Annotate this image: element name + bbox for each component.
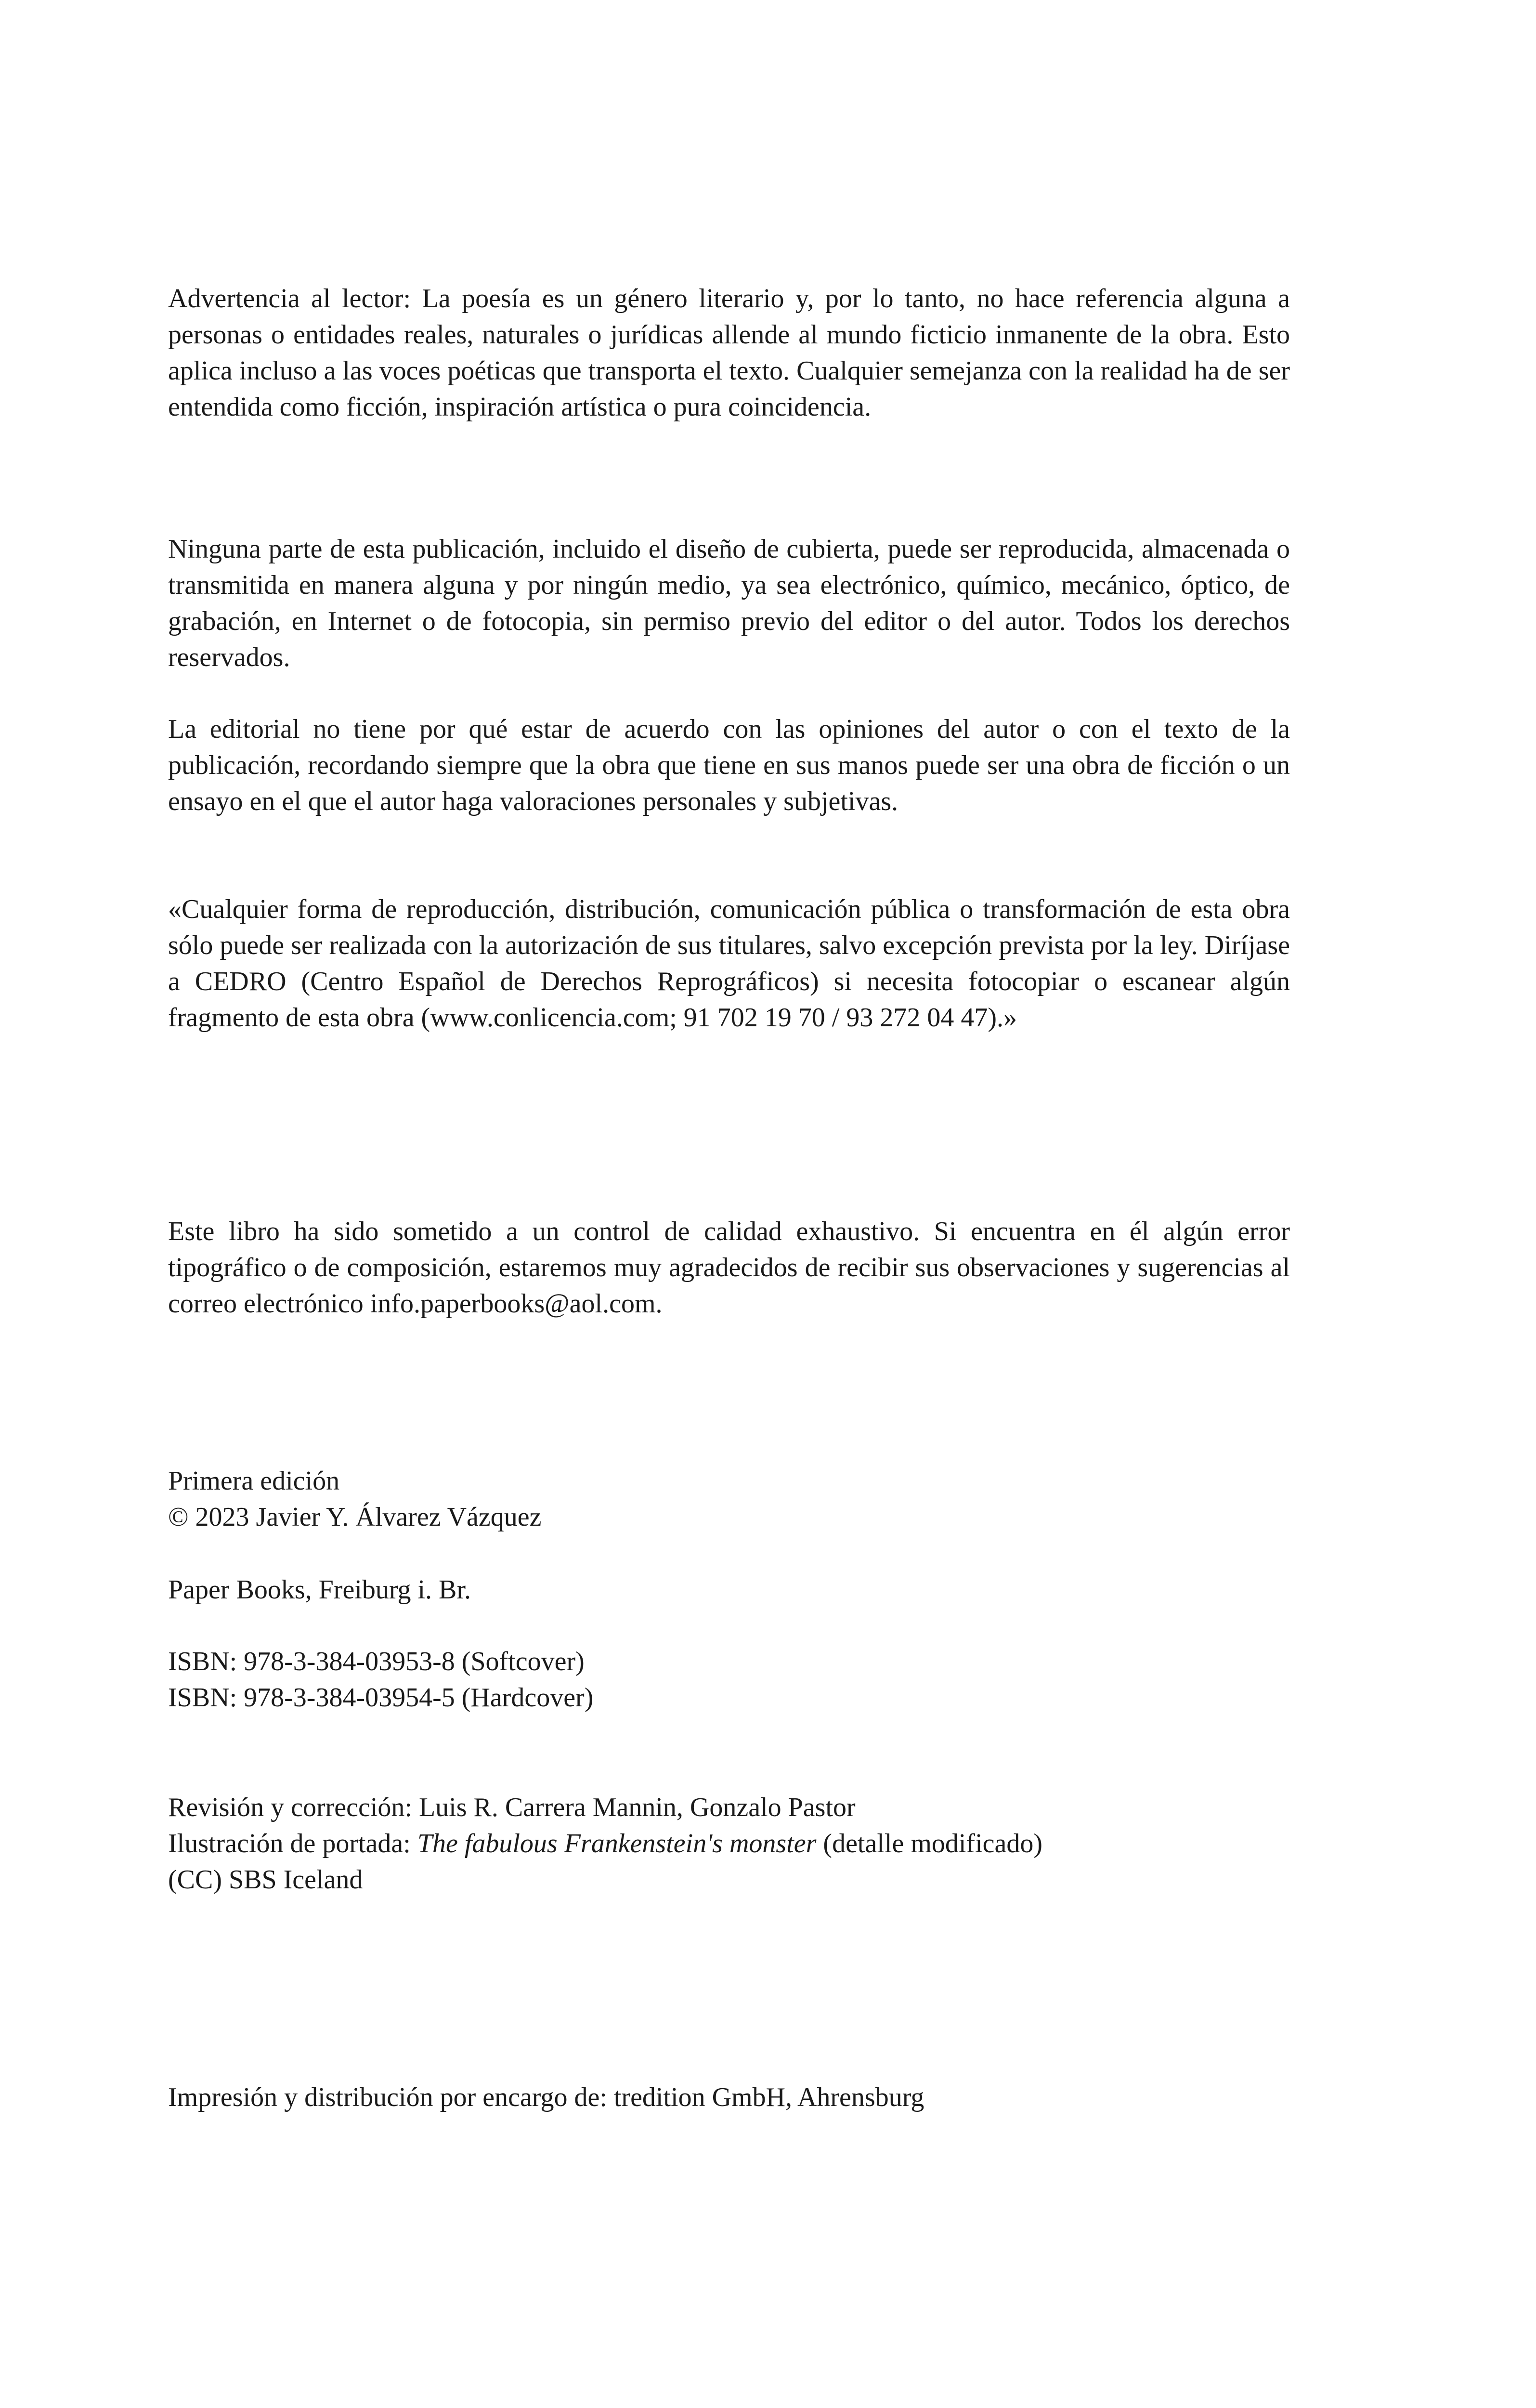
isbn-hardcover: ISBN: 978-3-384-03954-5 (Hardcover) <box>168 1683 594 1713</box>
cover-illustration-credit <box>168 1826 1290 1862</box>
printing-block <box>168 2080 1290 2116</box>
edition-block <box>168 1463 1290 1535</box>
cover-illustration-title: The fabulous Frankenstein's monster <box>417 1829 817 1858</box>
isbn-block <box>168 1644 1290 1716</box>
cover-illustration-prefix: Ilustración de portada: <box>168 1829 417 1858</box>
edition-label: Primera edición <box>168 1466 340 1496</box>
revision-credit: Revisión y corrección: Luis R. Carrera Mannin, Gonzalo Pastor <box>168 1793 856 1822</box>
reader-notice-paragraph: Advertencia al lector: La poesía es un género literario y, por lo tanto, no hace referencia alguna a personas o entidades reales, naturales o jurídicas allende al mundo ficticio inmanente de la obra. Esto aplica incluso a las voces poéticas que transporta el texto. Cualquier semejanza con la realidad ha de ser entendida como ficción, inspiración artística o pura coincidencia. <box>168 284 1290 422</box>
isbn-softcover: ISBN: 978-3-384-03953-8 (Softcover) <box>168 1647 585 1676</box>
rights-reserved-paragraph: Ninguna parte de esta publicación, incluido el diseño de cubierta, puede ser reproducida, almacenada o transmitida en manera alguna y por ningún medio, ya sea electrónico, químico, mecánico, óptico, de grabación, en Internet o de fotocopia, sin permiso previo del editor o del autor. Todos los derechos reservados. <box>168 534 1290 672</box>
publisher-block <box>168 1572 1290 1608</box>
copyright-page <box>168 0 1290 2408</box>
license-credit: (CC) SBS Iceland <box>168 1865 363 1895</box>
publisher-disclaimer-paragraph: La editorial no tiene por qué estar de acuerdo con las opiniones del autor o con el texto de la publicación, recordando siempre que la obra que tiene en sus manos puede ser una obra de ficción o un ensayo en el que el autor haga valoraciones personales y subjetivas. <box>168 714 1290 816</box>
quality-control-paragraph: Este libro ha sido sometido a un control de calidad exhaustivo. Si encuentra en él algún error tipográfico o de composición, estaremos muy agradecidos de recibir sus observaciones y sugerencias al correo electrónico info.paperbooks@aol.com. <box>168 1217 1290 1319</box>
copyright-line: © 2023 Javier Y. Álvarez Vázquez <box>168 1502 542 1532</box>
credits-block <box>168 1790 1290 1898</box>
cover-illustration-suffix: (detalle modificado) <box>816 1829 1042 1858</box>
printing-line: Impresión y distribución por encargo de: tredition GmbH, Ahrensburg <box>168 2082 924 2112</box>
cedro-notice-paragraph: «Cualquier forma de reproducción, distribución, comunicación pública o transformación de esta obra sólo puede ser realizada con la autorización de sus titulares, salvo excepción prevista por la ley. Diríjase a CEDRO (Centro Español de Derechos Reprográficos) si necesita fotocopiar o escanear algún fragmento de esta obra (www.conlicencia.com; 91 702 19 70 / 93 272 04 47).» <box>168 894 1290 1033</box>
publisher-line: Paper Books, Freiburg i. Br. <box>168 1575 471 1605</box>
